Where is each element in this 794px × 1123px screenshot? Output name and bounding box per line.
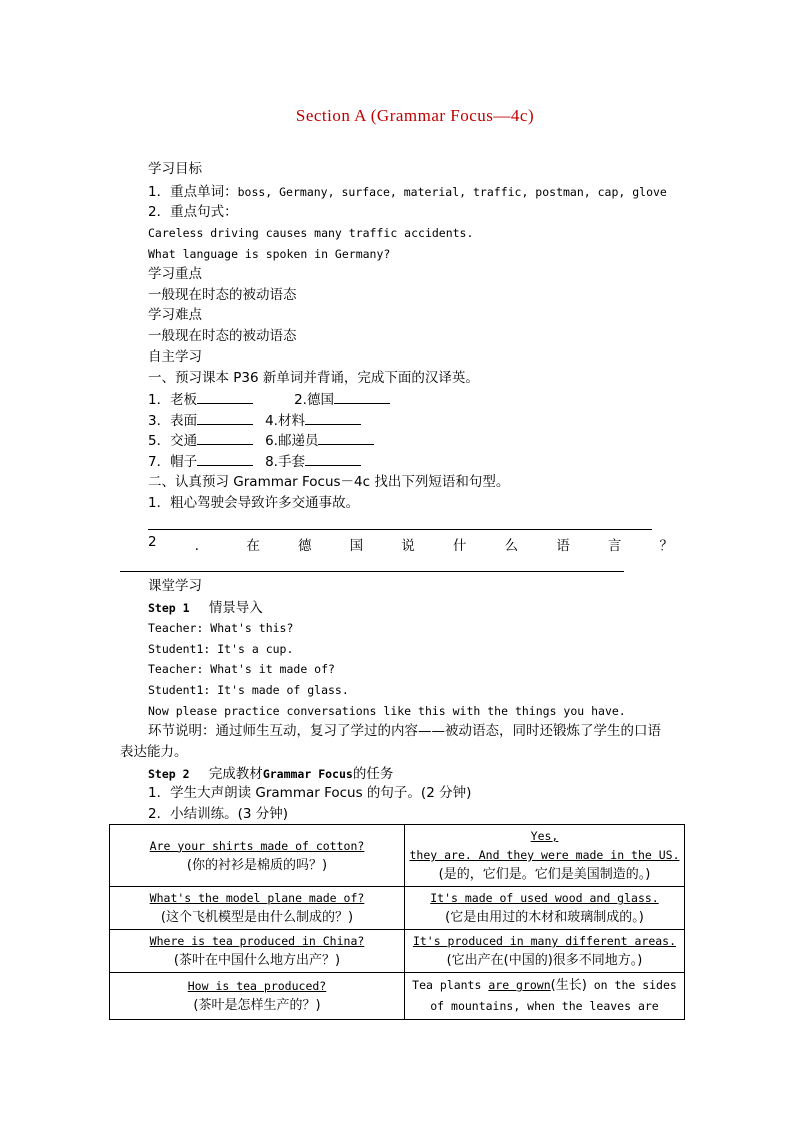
answer-blank[interactable] — [318, 431, 374, 445]
answer-cell: Yes, they are. And they were made in the US. (是的，它们是。它们是美国制造的。) — [405, 825, 685, 887]
question-1: 1．粗心驾驶会导致许多交通事故。 — [148, 495, 360, 511]
vocab-item: 1．老板 — [148, 392, 198, 408]
vocab-row — [148, 431, 374, 450]
vocab-item: 8.手套 — [265, 454, 305, 470]
vocab-row — [148, 452, 361, 471]
answer-blank[interactable] — [197, 431, 253, 445]
difficulties-heading: 学习难点 — [148, 307, 202, 323]
answer-blank[interactable] — [305, 411, 361, 425]
difficulties-content: 一般现在时态的被动语态 — [148, 328, 297, 344]
step-note-line-2: 表达能力。 — [120, 744, 188, 760]
dialogue-line: Student1: It's a cup. — [148, 642, 294, 656]
answer-blank[interactable] — [334, 390, 390, 404]
table-row — [110, 887, 685, 930]
key-patterns-label: 2．重点句式： — [148, 204, 238, 220]
key-pattern-1: Careless driving causes many traffic accidents. — [148, 226, 474, 240]
vocab-item: 7．帽子 — [148, 454, 198, 470]
answer-blank[interactable] — [305, 452, 361, 466]
step-1-heading — [148, 598, 263, 617]
grammar-focus-table — [109, 824, 685, 1020]
question-cell: Are your shirts made of cotton? (你的衬衫是棉质的吗？) — [110, 825, 405, 887]
vocab-item: 4.材料 — [265, 413, 305, 429]
page-title: Section A (Grammar Focus—4c) — [295, 106, 535, 125]
key-points-content: 一般现在时态的被动语态 — [148, 287, 297, 303]
table-row — [110, 973, 685, 1020]
vocab-item: 5．交通 — [148, 433, 198, 449]
table-row — [110, 930, 685, 973]
question-cell: Where is tea produced in China? (茶叶在中国什么地方出产？) — [110, 930, 405, 973]
dialogue-line: Student1: It's made of glass. — [148, 683, 349, 697]
key-words-label: 1．重点单词： — [148, 184, 238, 200]
question-2: 2 ． 在 德 国 说 什 么 语 言 ？ — [148, 534, 673, 554]
step-2-item-1: 1．学生大声朗读 Grammar Focus 的句子。(2 分钟) — [148, 785, 472, 801]
vocab-item: 6.邮递员 — [265, 433, 319, 449]
self-study-heading: 自主学习 — [148, 349, 202, 365]
question-cell: How is tea produced? (茶叶是怎样生产的？) — [110, 973, 405, 1020]
vocab-row — [148, 390, 390, 409]
vocab-row — [148, 411, 361, 430]
step-1-label: Step 1 — [148, 601, 190, 615]
answer-line-2[interactable] — [120, 571, 624, 572]
step-note-line-1: 环节说明：通过师生互动，复习了学过的内容——被动语态，同时还锻炼了学生的口语 — [148, 723, 661, 739]
step-2-heading: Step 2 完成教材Grammar Focus的任务 — [148, 766, 394, 782]
answer-line-1[interactable] — [148, 529, 652, 530]
key-points-heading: 学习重点 — [148, 266, 202, 282]
step-2-label: Step 2 — [148, 767, 190, 781]
answer-cell: It's produced in many different areas. (它出产在(中国的)很多不同地方。) — [405, 930, 685, 973]
self-study-task-1: 一、预习课本 P36 新单词并背诵，完成下面的汉译英。 — [148, 370, 479, 386]
key-pattern-2: What language is spoken in Germany? — [148, 247, 391, 261]
dialogue-line: Teacher: What's it made of? — [148, 662, 335, 676]
key-words-line — [148, 182, 667, 201]
dialogue-line: Now please practice conversations like this with the things you have. — [148, 704, 626, 718]
objectives-heading: 学习目标 — [148, 161, 202, 177]
classroom-heading: 课堂学习 — [148, 578, 202, 594]
vocab-item: 3．表面 — [148, 413, 198, 429]
step-1-title: 情景导入 — [208, 600, 263, 616]
key-words: boss, Germany, surface, material, traffic, postman, cap, glove — [237, 185, 667, 199]
dialogue-line: Teacher: What's this? — [148, 621, 294, 635]
self-study-task-2: 二、认真预习 Grammar Focus－4c 找出下列短语和句型。 — [148, 474, 510, 490]
step-2-item-2: 2．小结训练。(3 分钟) — [148, 806, 289, 822]
answer-cell: Tea plants are grown(生长) on the sides of mountains, when the leaves are — [405, 973, 685, 1020]
answer-blank[interactable] — [197, 411, 253, 425]
question-cell: What's the model plane made of? (这个飞机模型是由什么制成的？) — [110, 887, 405, 930]
answer-cell: It's made of used wood and glass. (它是由用过的木材和玻璃制成的。) — [405, 887, 685, 930]
table-row — [110, 825, 685, 887]
answer-blank[interactable] — [197, 390, 253, 404]
answer-blank[interactable] — [197, 452, 253, 466]
vocab-item: 2.德国 — [294, 392, 334, 408]
